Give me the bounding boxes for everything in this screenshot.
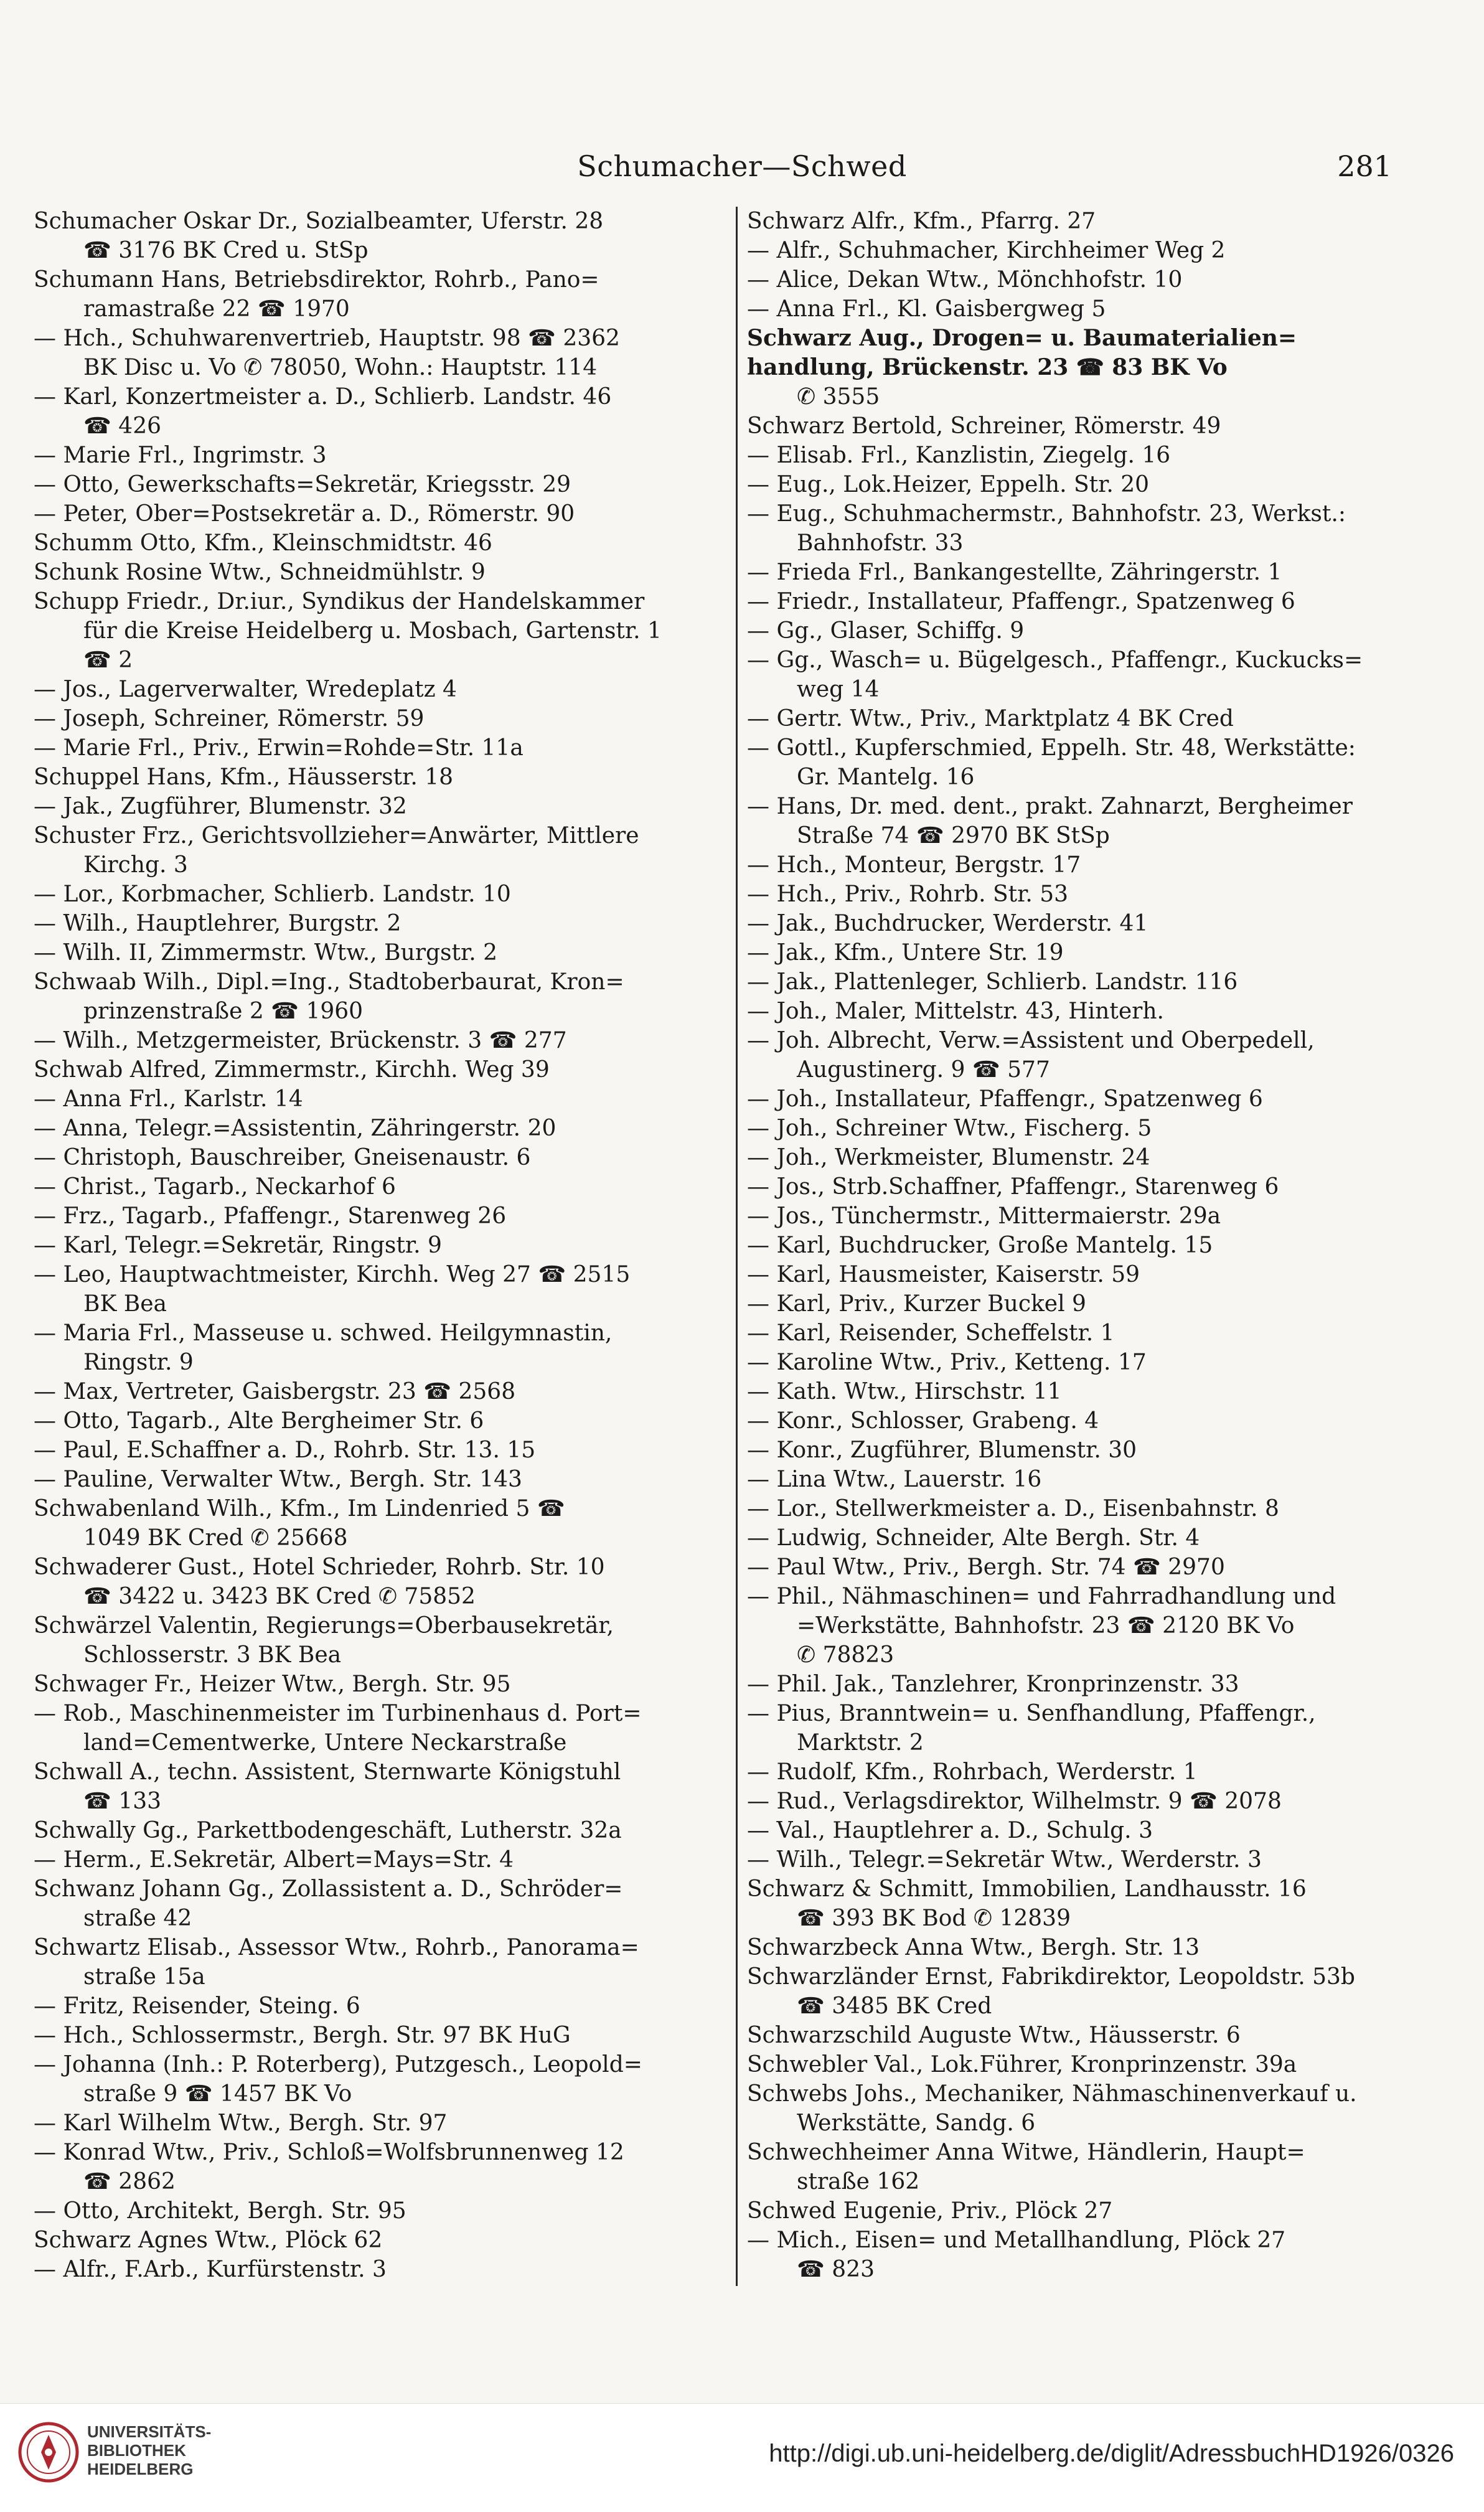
directory-entry: Schwarzbeck Anna Wtw., Bergh. Str. 13 bbox=[747, 1935, 1200, 1960]
directory-entry-continuation: Ringstr. 9 bbox=[83, 1350, 194, 1375]
directory-entry: — Alice, Dekan Wtw., Mönchhofstr. 10 bbox=[747, 267, 1183, 293]
column-divider bbox=[736, 207, 738, 2286]
directory-entry-continuation: ☎ 3422 u. 3423 BK Cred ✆ 75852 bbox=[83, 1584, 476, 1609]
library-name-line: BIBLIOTHEK bbox=[87, 2441, 186, 2460]
directory-entry: Schwager Fr., Heizer Wtw., Bergh. Str. 95 bbox=[34, 1672, 511, 1697]
directory-entry: — Karl, Telegr.=Sekretär, Ringstr. 9 bbox=[34, 1233, 442, 1258]
directory-entry: — Rud., Verlagsdirektor, Wilhelmstr. 9 ☎ 2078 bbox=[747, 1789, 1282, 1814]
directory-entry: — Otto, Architekt, Bergh. Str. 95 bbox=[34, 2198, 406, 2224]
directory-entry: — Phil. Jak., Tanzlehrer, Kronprinzenstr. 33 bbox=[747, 1672, 1239, 1697]
directory-entry: — Ludwig, Schneider, Alte Bergh. Str. 4 bbox=[747, 1525, 1200, 1551]
directory-entry: — Anna Frl., Kl. Gaisbergweg 5 bbox=[747, 296, 1106, 322]
directory-entry-continuation: straße 15a bbox=[83, 1964, 205, 1990]
page-number: 281 bbox=[1337, 149, 1392, 183]
directory-entry-continuation: BK Bea bbox=[83, 1291, 167, 1317]
footer-bar bbox=[0, 2403, 1484, 2512]
directory-entry-continuation: Marktstr. 2 bbox=[797, 1730, 924, 1756]
left-column bbox=[34, 207, 725, 2298]
directory-entry-continuation: ☎ 393 BK Bod ✆ 12839 bbox=[797, 1906, 1071, 1931]
directory-entry: — Karl Wilhelm Wtw., Bergh. Str. 97 bbox=[34, 2110, 448, 2136]
directory-entry-continuation: ☎ 426 bbox=[83, 413, 161, 439]
directory-entry-continuation: Gr. Mantelg. 16 bbox=[797, 764, 975, 790]
directory-entry: Schwebler Val., Lok.Führer, Kronprinzenstr. 39a bbox=[747, 2052, 1297, 2077]
directory-entry: — Johanna (Inh.: P. Roterberg), Putzgesch., Leopold= bbox=[34, 2052, 642, 2077]
directory-entry: Schwed Eugenie, Priv., Plöck 27 bbox=[747, 2198, 1113, 2224]
directory-entry: — Konr., Zugführer, Blumenstr. 30 bbox=[747, 1437, 1137, 1463]
directory-entry: — Eug., Lok.Heizer, Eppelh. Str. 20 bbox=[747, 472, 1150, 497]
directory-entry-continuation: ☎ 3485 BK Cred bbox=[797, 1993, 992, 2019]
directory-columns bbox=[34, 207, 1459, 2298]
directory-entry: — Hch., Priv., Rohrb. Str. 53 bbox=[747, 882, 1069, 907]
directory-entry: Schuppel Hans, Kfm., Häusserstr. 18 bbox=[34, 764, 454, 790]
directory-entry: — Wilh., Telegr.=Sekretär Wtw., Werderstr. 3 bbox=[747, 1847, 1262, 1873]
library-name-line: UNIVERSITÄTS- bbox=[87, 2422, 212, 2441]
directory-entry: — Joh. Albrecht, Verw.=Assistent und Oberpedell, bbox=[747, 1028, 1315, 1053]
directory-entry: — Hch., Monteur, Bergstr. 17 bbox=[747, 852, 1081, 878]
directory-entry: — Alfr., Schuhmacher, Kirchheimer Weg 2 bbox=[747, 238, 1226, 263]
directory-entry: — Marie Frl., Ingrimstr. 3 bbox=[34, 443, 327, 468]
directory-entry: — Max, Vertreter, Gaisbergstr. 23 ☎ 2568 bbox=[34, 1379, 516, 1404]
directory-entry-continuation: land=Cementwerke, Untere Neckarstraße bbox=[83, 1730, 567, 1756]
directory-entry: Schuster Frz., Gerichtsvollzieher=Anwärter, Mittlere bbox=[34, 823, 639, 849]
directory-entry: — Rob., Maschinenmeister im Turbinenhaus d. Port= bbox=[34, 1701, 642, 1726]
directory-entry: — Joseph, Schreiner, Römerstr. 59 bbox=[34, 706, 425, 731]
directory-entry: — Anna, Telegr.=Assistentin, Zähringerstr. 20 bbox=[34, 1116, 556, 1141]
directory-entry: Schwebs Johs., Mechaniker, Nähmaschinenverkauf u. bbox=[747, 2081, 1357, 2107]
directory-entry: handlung, Brückenstr. 23 ☎ 83 BK Vo bbox=[747, 354, 1228, 380]
directory-entry: Schwarz Agnes Wtw., Plöck 62 bbox=[34, 2227, 383, 2253]
directory-entry: — Jak., Kfm., Untere Str. 19 bbox=[747, 940, 1064, 966]
directory-entry-continuation: Augustinerg. 9 ☎ 577 bbox=[797, 1057, 1050, 1083]
library-seal-icon bbox=[17, 2421, 80, 2483]
directory-entry: — Karl, Konzertmeister a. D., Schlierb. Landstr. 46 bbox=[34, 384, 612, 410]
directory-entry: — Joh., Maler, Mittelstr. 43, Hinterh. bbox=[747, 999, 1164, 1024]
directory-entry: Schumm Otto, Kfm., Kleinschmidtstr. 46 bbox=[34, 530, 492, 556]
library-name bbox=[87, 2422, 243, 2478]
directory-entry-continuation: Straße 74 ☎ 2970 BK StSp bbox=[797, 823, 1110, 849]
directory-entry: — Frieda Frl., Bankangestellte, Zähringerstr. 1 bbox=[747, 560, 1282, 585]
directory-entry: — Wilh. II, Zimmermstr. Wtw., Burgstr. 2 bbox=[34, 940, 497, 966]
directory-entry-continuation: ☎ 3176 BK Cred u. StSp bbox=[83, 238, 369, 263]
directory-entry: — Karoline Wtw., Priv., Ketteng. 17 bbox=[747, 1350, 1147, 1375]
directory-entry-continuation: ✆ 78823 bbox=[797, 1642, 895, 1668]
directory-entry: Schwaab Wilh., Dipl.=Ing., Stadtoberbaurat, Kron= bbox=[34, 969, 624, 995]
directory-entry: Schumacher Oskar Dr., Sozialbeamter, Uferstr. 28 bbox=[34, 209, 604, 234]
right-column bbox=[747, 207, 1438, 2298]
directory-entry: — Gottl., Kupferschmied, Eppelh. Str. 48, Werkstätte: bbox=[747, 735, 1356, 761]
directory-entry: — Jos., Tünchermstr., Mittermaierstr. 29a bbox=[747, 1203, 1221, 1229]
directory-entry-continuation: =Werkstätte, Bahnhofstr. 23 ☎ 2120 BK Vo bbox=[797, 1613, 1295, 1639]
directory-entry: — Eug., Schuhmachermstr., Bahnhofstr. 23, Werkst.: bbox=[747, 501, 1346, 527]
directory-entry: — Gg., Wasch= u. Bügelgesch., Pfaffengr., Kuckucks= bbox=[747, 647, 1363, 673]
directory-entry-continuation: ✆ 3555 bbox=[797, 384, 880, 410]
directory-entry: — Karl, Reisender, Scheffelstr. 1 bbox=[747, 1320, 1115, 1346]
directory-entry: — Peter, Ober=Postsekretär a. D., Römerstr. 90 bbox=[34, 501, 575, 527]
directory-entry: — Otto, Tagarb., Alte Bergheimer Str. 6 bbox=[34, 1408, 484, 1434]
directory-entry-continuation: Bahnhofstr. 33 bbox=[797, 530, 964, 556]
directory-entry: Schumann Hans, Betriebsdirektor, Rohrb., Pano= bbox=[34, 267, 599, 293]
directory-entry: — Konrad Wtw., Priv., Schloß=Wolfsbrunnenweg 12 bbox=[34, 2140, 624, 2165]
directory-entry: — Gg., Glaser, Schiffg. 9 bbox=[747, 618, 1025, 644]
directory-entry: Schwarzländer Ernst, Fabrikdirektor, Leopoldstr. 53b bbox=[747, 1964, 1355, 1990]
directory-entry: — Christ., Tagarb., Neckarhof 6 bbox=[34, 1174, 396, 1200]
directory-entry: — Lina Wtw., Lauerstr. 16 bbox=[747, 1467, 1042, 1492]
directory-entry: Schwaderer Gust., Hotel Schrieder, Rohrb. Str. 10 bbox=[34, 1555, 605, 1580]
directory-entry-continuation: Schlosserstr. 3 BK Bea bbox=[83, 1642, 342, 1668]
directory-entry-continuation: Kirchg. 3 bbox=[83, 852, 188, 878]
directory-entry: — Wilh., Hauptlehrer, Burgstr. 2 bbox=[34, 911, 402, 936]
directory-entry-continuation: straße 42 bbox=[83, 1906, 192, 1931]
directory-entry: — Hans, Dr. med. dent., prakt. Zahnarzt, Bergheimer bbox=[747, 794, 1353, 819]
directory-entry: Schwab Alfred, Zimmermstr., Kirchh. Weg 39 bbox=[34, 1057, 550, 1083]
source-url-link[interactable]: http://digi.ub.uni-heidelberg.de/diglit/AdressbuchHD1926/0326 bbox=[769, 2440, 1454, 2467]
directory-entry: Schwarz Bertold, Schreiner, Römerstr. 49 bbox=[747, 413, 1221, 439]
directory-entry: — Leo, Hauptwachtmeister, Kirchh. Weg 27 ☎ 2515 bbox=[34, 1262, 631, 1287]
directory-entry-continuation: für die Kreise Heidelberg u. Mosbach, Gartenstr. 1 bbox=[83, 618, 662, 644]
directory-entry: Schwabenland Wilh., Kfm., Im Lindenried 5 ☎ bbox=[34, 1496, 565, 1522]
directory-entry: — Jos., Strb.Schaffner, Pfaffengr., Starenweg 6 bbox=[747, 1174, 1279, 1200]
directory-entry: — Karl, Priv., Kurzer Buckel 9 bbox=[747, 1291, 1086, 1317]
directory-entry: — Hch., Schuhwarenvertrieb, Hauptstr. 98 ☎ 2362 bbox=[34, 326, 620, 351]
directory-entry: — Jak., Buchdrucker, Werderstr. 41 bbox=[747, 911, 1148, 936]
directory-entry-continuation: BK Disc u. Vo ✆ 78050, Wohn.: Hauptstr. 114 bbox=[83, 355, 598, 380]
directory-entry: Schwarz Aug., Drogen= u. Baumaterialien= bbox=[747, 325, 1297, 351]
directory-entry: — Otto, Gewerkschafts=Sekretär, Kriegsstr. 29 bbox=[34, 472, 571, 497]
directory-entry: Schunk Rosine Wtw., Schneidmühlstr. 9 bbox=[34, 560, 486, 585]
directory-entry: Schwanz Johann Gg., Zollassistent a. D., Schröder= bbox=[34, 1876, 623, 1902]
directory-entry-continuation: prinzenstraße 2 ☎ 1960 bbox=[83, 999, 364, 1024]
directory-entry: — Alfr., F.Arb., Kurfürstenstr. 3 bbox=[34, 2257, 387, 2282]
directory-entry-continuation: 1049 BK Cred ✆ 25668 bbox=[83, 1525, 348, 1551]
directory-entry: Schwärzel Valentin, Regierungs=Oberbausekretär, bbox=[34, 1613, 614, 1639]
directory-entry: Schwall A., techn. Assistent, Sternwarte Königstuhl bbox=[34, 1759, 621, 1785]
directory-entry: — Christoph, Bauschreiber, Gneisenaustr. 6 bbox=[34, 1145, 531, 1170]
directory-entry: — Fritz, Reisender, Steing. 6 bbox=[34, 1993, 360, 2019]
directory-entry: — Hch., Schlossermstr., Bergh. Str. 97 BK HuG bbox=[34, 2023, 571, 2048]
directory-entry-continuation: straße 162 bbox=[797, 2169, 920, 2194]
directory-entry: — Karl, Buchdrucker, Große Mantelg. 15 bbox=[747, 1233, 1213, 1258]
directory-entry-continuation: ☎ 2862 bbox=[83, 2169, 176, 2194]
directory-entry: Schwarz Alfr., Kfm., Pfarrg. 27 bbox=[747, 209, 1096, 234]
directory-entry: — Jak., Plattenleger, Schlierb. Landstr. 116 bbox=[747, 969, 1238, 995]
directory-entry-continuation: ramastraße 22 ☎ 1970 bbox=[83, 296, 350, 322]
directory-entry: — Kath. Wtw., Hirschstr. 11 bbox=[747, 1379, 1062, 1404]
directory-entry: — Frz., Tagarb., Pfaffengr., Starenweg 26 bbox=[34, 1203, 507, 1229]
directory-entry: — Mich., Eisen= und Metallhandlung, Plöck 27 bbox=[747, 2227, 1286, 2253]
directory-entry: Schwarzschild Auguste Wtw., Häusserstr. 6 bbox=[747, 2023, 1241, 2048]
directory-entry: — Joh., Schreiner Wtw., Fischerg. 5 bbox=[747, 1116, 1152, 1141]
directory-entry: — Karl, Hausmeister, Kaiserstr. 59 bbox=[747, 1262, 1140, 1287]
directory-entry-continuation: weg 14 bbox=[797, 677, 880, 702]
running-head bbox=[0, 144, 1484, 194]
directory-entry: — Anna Frl., Karlstr. 14 bbox=[34, 1086, 303, 1112]
directory-entry-continuation: ☎ 823 bbox=[797, 2257, 875, 2282]
directory-entry: Schwechheimer Anna Witwe, Händlerin, Haupt= bbox=[747, 2140, 1305, 2165]
directory-entry: — Rudolf, Kfm., Rohrbach, Werderstr. 1 bbox=[747, 1759, 1198, 1785]
directory-entry-continuation: Werkstätte, Sandg. 6 bbox=[797, 2110, 1036, 2136]
directory-entry: — Jak., Zugführer, Blumenstr. 32 bbox=[34, 794, 407, 819]
directory-entry: — Lor., Korbmacher, Schlierb. Landstr. 10 bbox=[34, 882, 511, 907]
directory-entry: — Joh., Installateur, Pfaffengr., Spatzenweg 6 bbox=[747, 1086, 1263, 1112]
directory-entry: — Elisab. Frl., Kanzlistin, Ziegelg. 16 bbox=[747, 443, 1171, 468]
directory-entry: — Friedr., Installateur, Pfaffengr., Spatzenweg 6 bbox=[747, 589, 1295, 614]
directory-entry-continuation: ☎ 2 bbox=[83, 647, 133, 673]
directory-entry: Schwally Gg., Parkettbodengeschäft, Lutherstr. 32a bbox=[34, 1818, 622, 1843]
directory-entry: — Pius, Branntwein= u. Senfhandlung, Pfaffengr., bbox=[747, 1701, 1316, 1726]
library-logo[interactable] bbox=[17, 2415, 242, 2502]
running-title: Schumacher—Schwed bbox=[577, 149, 907, 183]
directory-entry: Schwarz & Schmitt, Immobilien, Landhausstr. 16 bbox=[747, 1876, 1307, 1902]
directory-entry: — Lor., Stellwerkmeister a. D., Eisenbahnstr. 8 bbox=[747, 1496, 1279, 1522]
directory-entry-continuation: straße 9 ☎ 1457 BK Vo bbox=[83, 2081, 352, 2107]
directory-entry: — Joh., Werkmeister, Blumenstr. 24 bbox=[747, 1145, 1150, 1170]
directory-entry: — Paul Wtw., Priv., Bergh. Str. 74 ☎ 2970 bbox=[747, 1555, 1225, 1580]
directory-entry: — Konr., Schlosser, Grabeng. 4 bbox=[747, 1408, 1099, 1434]
directory-entry: Schwartz Elisab., Assessor Wtw., Rohrb., Panorama= bbox=[34, 1935, 639, 1960]
directory-entry: — Paul, E.Schaffner a. D., Rohrb. Str. 13. 15 bbox=[34, 1437, 536, 1463]
directory-entry: — Marie Frl., Priv., Erwin=Rohde=Str. 11a bbox=[34, 735, 524, 761]
directory-entry-continuation: ☎ 133 bbox=[83, 1789, 161, 1814]
library-name-line: HEIDELBERG bbox=[87, 2460, 194, 2478]
directory-entry: — Wilh., Metzgermeister, Brückenstr. 3 ☎ 277 bbox=[34, 1028, 567, 1053]
directory-entry: Schupp Friedr., Dr.iur., Syndikus der Handelskammer bbox=[34, 589, 645, 614]
directory-entry: — Herm., E.Sekretär, Albert=Mays=Str. 4 bbox=[34, 1847, 514, 1873]
directory-entry: — Maria Frl., Masseuse u. schwed. Heilgymnastin, bbox=[34, 1320, 613, 1346]
directory-entry: — Gertr. Wtw., Priv., Marktplatz 4 BK Cred bbox=[747, 706, 1234, 731]
directory-entry: — Jos., Lagerverwalter, Wredeplatz 4 bbox=[34, 677, 457, 702]
directory-entry: — Pauline, Verwalter Wtw., Bergh. Str. 143 bbox=[34, 1467, 522, 1492]
directory-entry: — Phil., Nähmaschinen= und Fahrradhandlung und bbox=[747, 1584, 1336, 1609]
directory-entry: — Val., Hauptlehrer a. D., Schulg. 3 bbox=[747, 1818, 1153, 1843]
